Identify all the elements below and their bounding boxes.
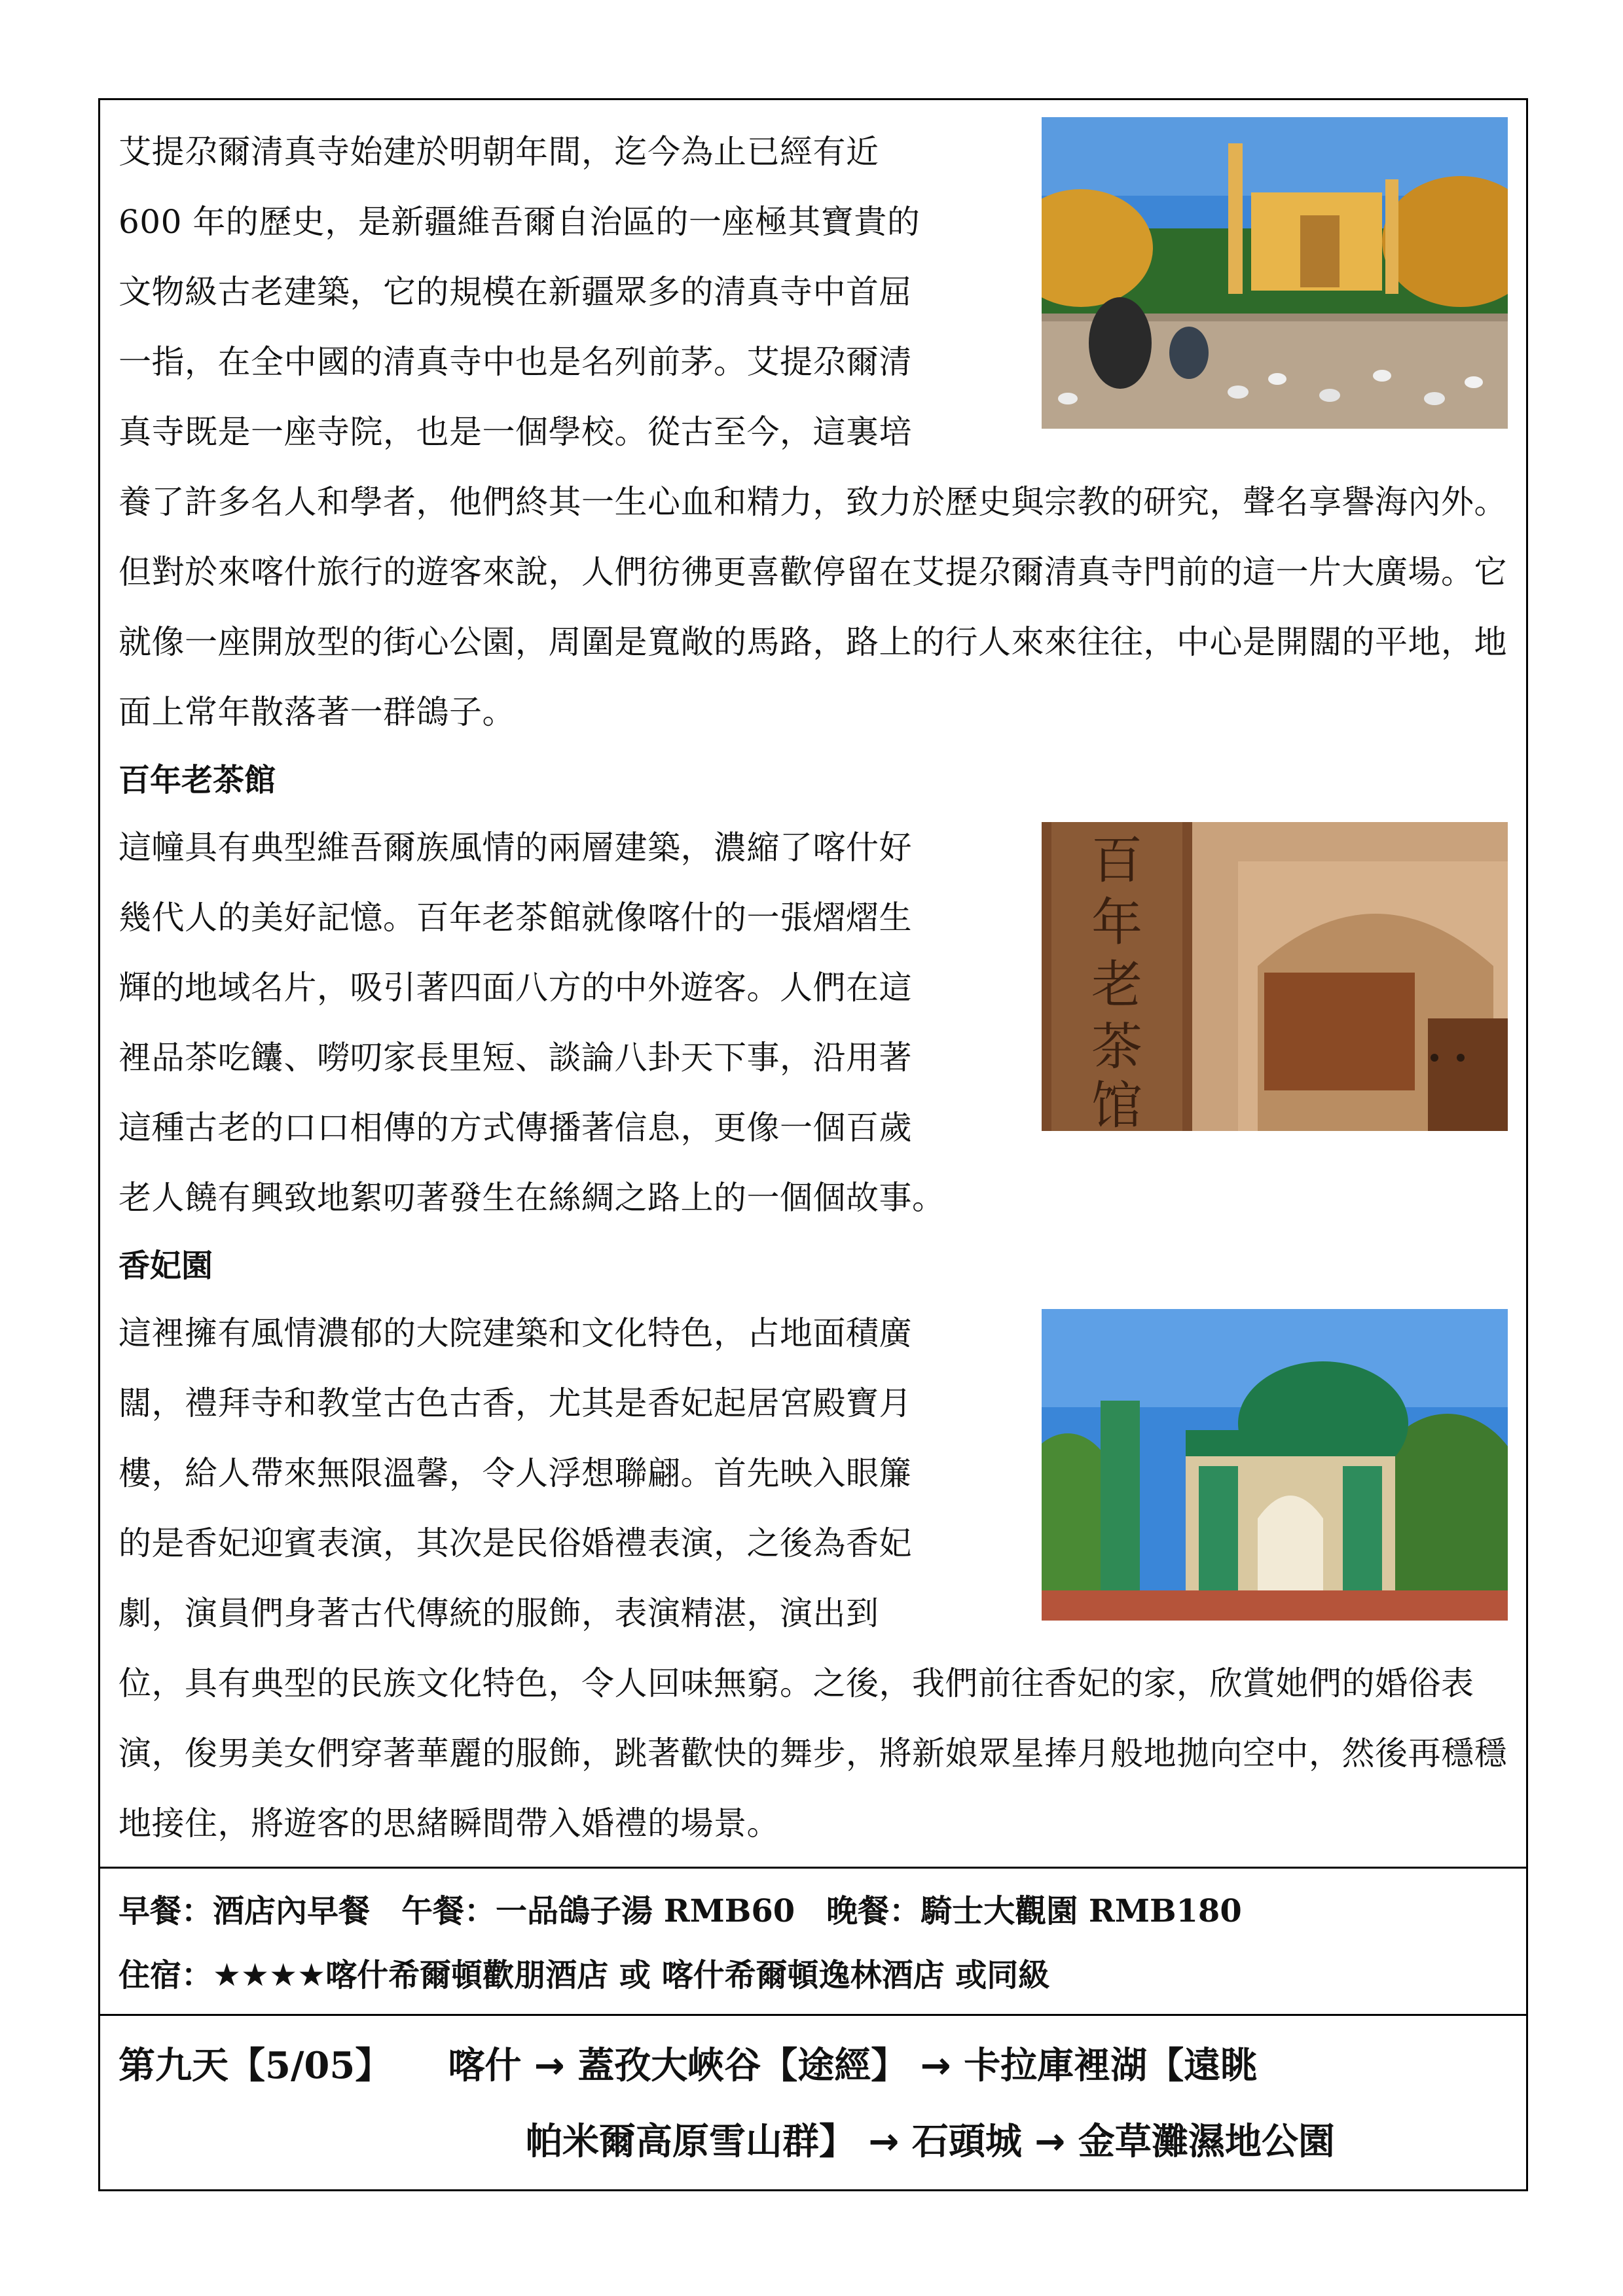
teahouse-line: 輝的地域名片，吸引著四面八方的中外遊客。人們在這 [119, 969, 912, 1007]
lunch-label: 午餐： [401, 1893, 496, 1929]
mosque-photo [1042, 117, 1508, 429]
xiangfei-photo [1042, 1309, 1508, 1621]
mosque-line: 600 年的歷史，是新疆維吾爾自治區的一座極其寶貴的 [119, 203, 921, 241]
mosque-line: 文物級古老建築，它的規模在新疆眾多的清真寺中首屈 [119, 273, 912, 311]
dinner-value: 騎士大觀園 [921, 1893, 1078, 1929]
breakfast-label: 早餐： [119, 1893, 213, 1929]
lodging-line [119, 1943, 1508, 2007]
teahouse-line: 這幢具有典型維吾爾族風情的兩層建築，濃縮了喀什好 [119, 829, 912, 867]
mosque-rest: 養了許多名人和學者，他們終其一生心血和精力，致力於歷史與宗教的研究，聲名享譽海內外。但對於來喀什旅行的遊客來說，人們彷彿更喜歡停留在艾提尕爾清真寺門前的這一片大廣場。它就像一座開放型的街心公園，周圍是寬敞的馬路，路上的行人來來往往，中心是開闊的平地，地面上常年散落著一群鴿子。 [119, 483, 1507, 731]
teahouse-rest: 老人饒有興致地絮叨著發生在絲綢之路上的一個個故事。 [119, 1179, 945, 1217]
xiangfei-line: 劇，演員們身著古代傳統的服飾，表演精湛，演出到 [119, 1594, 879, 1632]
day-label: 第九天 [119, 2045, 228, 2087]
date-bracket-open: 【 [228, 2045, 265, 2087]
xiangfei-rest: 位，具有典型的民族文化特色，令人回味無窮。之後，我們前往香妃的家，欣賞她們的婚俗表演，俊男美女們穿著華麗的服飾，跳著歡快的舞步，將新娘眾星捧月般地拋向空中，然後再穩穩地接住，將遊客的思緒瞬間帶入婚禮的場景。 [119, 1664, 1507, 1842]
sign-char: 年 [1091, 893, 1143, 952]
teahouse-line: 裡品茶吃饢、嘮叨家長里短、談論八卦天下事，沿用著 [119, 1039, 912, 1077]
xiangfei-line: 闊，禮拜寺和教堂古色古香，尤其是香妃起居宮殿寶月 [119, 1384, 912, 1422]
mosque-line: 艾提尕爾清真寺始建於明朝年間，迄今為止已經有近 [119, 133, 879, 171]
lunch-value: 一品鴿子湯 [496, 1893, 653, 1929]
teahouse-line: 幾代人的美好記憶。百年老茶館就像喀什的一張熠熠生 [119, 899, 912, 937]
teahouse-line: 這種古老的口口相傳的方式傳播著信息，更像一個百歲 [119, 1109, 912, 1147]
lunch-price: RMB60 [663, 1893, 795, 1929]
meals-line [119, 1879, 1508, 1943]
sign-char: 茶 [1091, 1018, 1143, 1077]
sign-char: 百 [1091, 831, 1143, 890]
lodging-label: 住宿： [119, 1957, 213, 1994]
itinerary-frame [98, 98, 1528, 2191]
date-bracket-close: 】 [355, 2045, 392, 2087]
route-line-1: 喀什 → 蓋孜大峽谷【途經】 → 卡拉庫裡湖【遠眺 [448, 2045, 1258, 2087]
lodging-value: ★★★★喀什希爾頓歡朋酒店 或 喀什希爾頓逸林酒店 或同級 [213, 1957, 1050, 1994]
meals-block [100, 1867, 1526, 2014]
dinner-price: RMB180 [1088, 1893, 1242, 1929]
sign-char: 馆 [1091, 1077, 1143, 1131]
xiangfei-line: 樓，給人帶來無限溫馨，令人浮想聯翩。首先映入眼簾 [119, 1454, 912, 1492]
route-line-2: 帕米爾高原雪山群】 → 石頭城 → 金草灘濕地公園 [526, 2121, 1335, 2163]
teahouse-sign [1091, 831, 1142, 1131]
day-line-1 [119, 2028, 1508, 2104]
xiangfei-line: 這裡擁有風情濃郁的大院建築和文化特色，占地面積廣 [119, 1314, 912, 1352]
day-line-2 [119, 2104, 1508, 2180]
sign-char: 老 [1091, 956, 1143, 1014]
breakfast-value: 酒店內早餐 [213, 1893, 371, 1929]
teahouse-heading: 百年老茶館 [119, 762, 276, 798]
day-header [100, 2014, 1526, 2189]
mosque-line: 真寺既是一座寺院，也是一個學校。從古至今，這裏培 [119, 413, 912, 451]
mosque-line: 一指，在全中國的清真寺中也是名列前茅。艾提尕爾清 [119, 343, 912, 381]
day-date: 5/05 [265, 2044, 356, 2087]
content-block [100, 100, 1526, 1867]
dinner-label: 晚餐： [826, 1893, 921, 1929]
xiangfei-line: 的是香妃迎賓表演，其次是民俗婚禮表演，之後為香妃 [119, 1524, 912, 1562]
xiangfei-heading: 香妃園 [119, 1247, 213, 1284]
teahouse-photo [1042, 822, 1508, 1131]
